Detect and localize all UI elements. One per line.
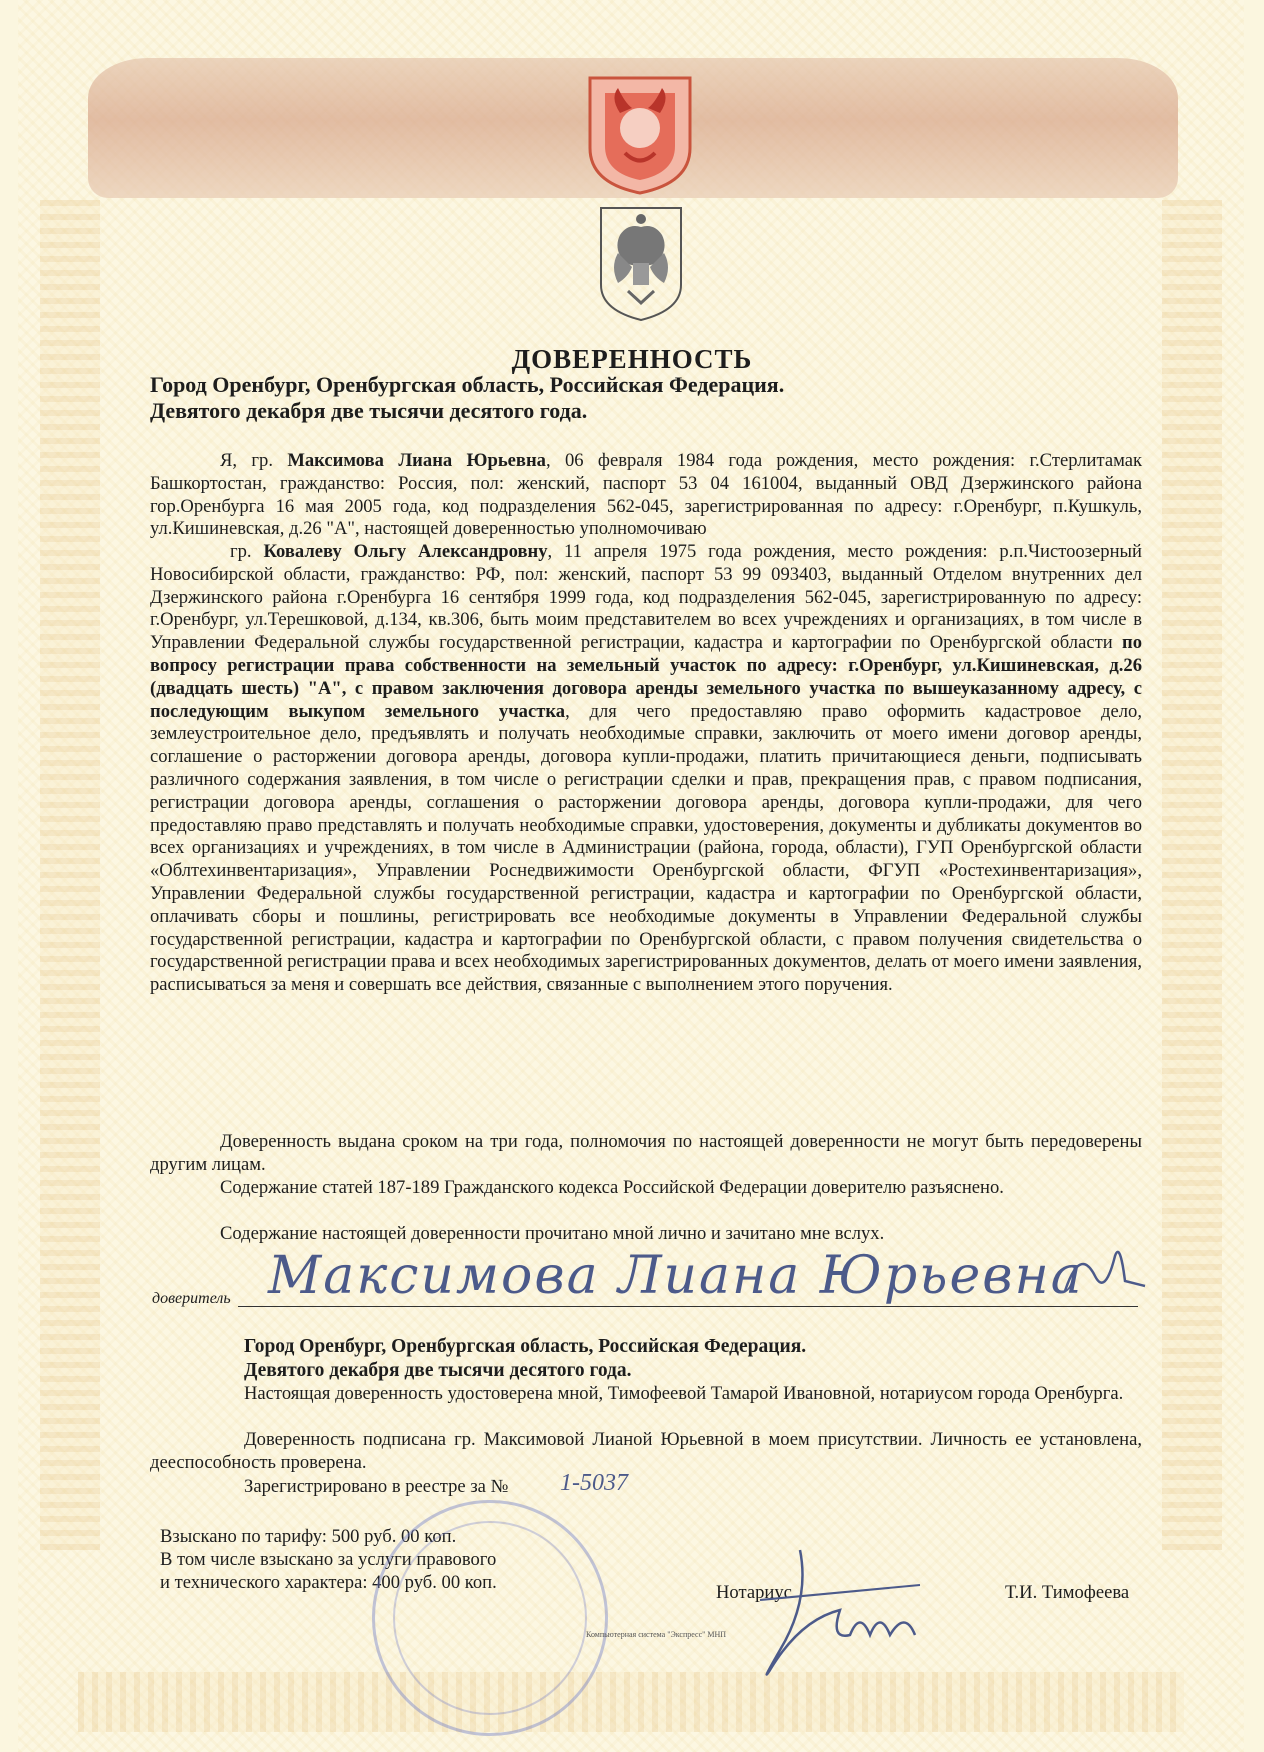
notary-date: Девятого декабря две тысячи десятого года.	[244, 1360, 632, 1381]
decorative-bottom-border	[78, 1672, 1184, 1732]
notary-name: Т.И. Тимофеева	[1005, 1582, 1130, 1603]
decorative-left-border	[40, 200, 100, 1550]
double-headed-eagle-emblem-icon	[570, 58, 710, 198]
signature-line	[238, 1306, 1138, 1307]
registry-number: 1-5037	[560, 1470, 628, 1496]
signature-flourish-icon	[1060, 1236, 1150, 1306]
notary-seal-stamp	[372, 1500, 608, 1736]
principal-name: Максимова Лиана Юрьевна	[287, 450, 546, 471]
notary-label: Нотариус	[716, 1582, 792, 1603]
header-date: Девятого декабря две тысячи десятого года.	[150, 398, 588, 423]
powers-subject: по вопросу регистрации права собственности на земельный участок по адресу: г.Оренбург, ул.Кишиневская, д.26 (двадцать шесть) "А", с правом заключения договора аренды земельного участка по вышеуказанному адресу, с последующим выкупом земельного участка	[150, 632, 1142, 722]
paragraph-representative: гр. Ковалеву Ольгу Александровну, 11 апреля 1975 года рождения, место рождения: р.п.Чистоозерный Новосибирской области, гражданство: РФ, пол: женский, паспорт 53 99 093403, выданный Отделом внутренних дел Дзержинского района г.Оренбурга 16 сентября 1999 года, код подразделения 562-045, зарегистрированную по адресу: г.Оренбург, ул.Терешковой, д.134, кв.306, быть моим представителем во всех учреждениях и организациях, в том числе в Управлении Федеральной службы государственной регистрации, кадастра и картографии по Оренбургской области по вопросу регистрации права собственности на земельный участок по адресу: г.Оренбург, ул.Кишиневская, д.26 (двадцать шесть) "А", с правом заключения договора аренды земельного участка по вышеуказанному адресу, с последующим выкупом земельного участка, для чего предоставляю право оформить кадастровое дело, землеустроительное дело, предъявлять и получать необходимые справки, заключить от моего имени договор аренды, соглашение о расторжении договора аренды, договора купли-продажи, платить причитающиеся деньги, подписывать различного содержания заявления, в том числе о регистрации сделки и прав, прекращения прав, с правом подписания, регистрации договора аренды, соглашения о расторжении договора аренды, договора купли-продажи, для чего предоставляю право представлять и получать необходимые справки, удостоверения, документы и дубликаты документов во всех организациях и учреждениях, в том числе в Администрации (района, города, области), ГУП Оренбургской области «Облтехинвентаризация», Управлении Роснедвижимости Оренбургской области, ФГУП «Ростехинвентаризация», Управлении Федеральной службы государственной регистрации, кадастра и картографии по Оренбургской области, оплачивать сборы и пошлины, регистрировать все необходимые документы в Управлении Федеральной службы государственной регистрации, кадастра и картографии по Оренбургской области, с правом получения свидетельства о государственной регистрации права и всех необходимых зарегистрированных документов, делать от моего имени заявления, расписываться за меня и совершать все действия, связанные с выполнением этого поручения.	[150, 541, 1142, 996]
notary-place: Город Оренбург, Оренбургская область, Российская Федерация.	[244, 1336, 807, 1357]
signature-label: доверитель	[152, 1290, 231, 1307]
coat-of-arms-icon	[598, 205, 684, 323]
paragraph-term: Доверенность выдана сроком на три года, полномочия по настоящей доверенности не могут быть передоверены другим лицам.	[150, 1131, 1142, 1175]
fee-services-line1: В том числе взыскано за услуги правового	[160, 1549, 497, 1570]
notary-signature-icon	[740, 1540, 960, 1690]
fee-total: Взыскано по тарифу: 500 руб. 00 коп.	[160, 1526, 457, 1547]
decorative-right-border	[1162, 200, 1222, 1550]
notary-certification: Настоящая доверенность удостоверена мной, Тимофеевой Тамарой Ивановной, нотариусом города Оренбурга.	[244, 1383, 1124, 1404]
representative-name: Ковалеву Ольгу Александровну	[263, 541, 548, 562]
fee-services-line2: и технического характера: 400 руб. 00 коп.	[160, 1572, 497, 1593]
paragraph-principal: Я, гр. Максимова Лиана Юрьевна, 06 февраля 1984 года рождения, место рождения: г.Стерлитамак Башкортостан, гражданство: Россия, пол: женский, паспорт 53 04 161004, выданный ОВД Дзержинского района гор.Оренбурга 16 мая 2005 года, код подразделения 562-045, зарегистрированная по адресу: г.Оренбург, п.Кушкуль, ул.Кишиневская, д.26 "А", настоящей доверенностью уполномочиваю	[150, 450, 1143, 540]
paragraph-read: Содержание настоящей доверенности прочитано мной лично и зачитано мне вслух.	[220, 1223, 885, 1244]
paragraph-articles: Содержание статей 187-189 Гражданского кодекса Российской Федерации доверителю разъяснено.	[220, 1177, 1004, 1198]
footer-small-print: Компьютерная система "Экспресс" МНП	[586, 1630, 727, 1639]
handwritten-signature: Максимова Лиана Юрьевна	[268, 1246, 1084, 1306]
registry-label: Зарегистрировано в реестре за №	[244, 1476, 509, 1497]
header-place: Город Оренбург, Оренбургская область, Российская Федерация.	[150, 372, 785, 397]
document-title: ДОВЕРЕННОСТЬ	[511, 344, 753, 374]
notary-signed-presence: Доверенность подписана гр. Максимовой Лианой Юрьевной в моем присутствии. Личность ее установлена, дееспособность проверена.	[150, 1429, 1142, 1473]
